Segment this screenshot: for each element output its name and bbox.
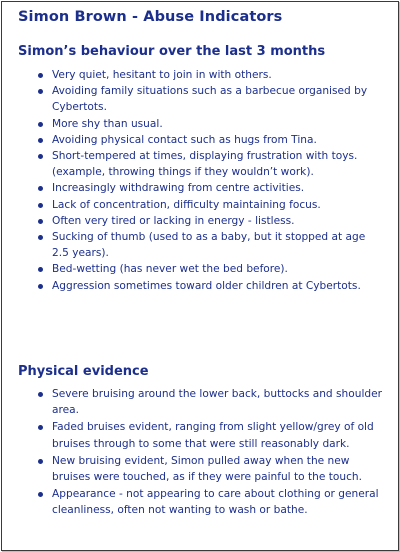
bullet-icon — [38, 492, 43, 497]
bullet-icon — [38, 235, 43, 240]
list-item: Lack of concentration, difficulty maintaining focus. — [38, 197, 383, 213]
list-item: Very quiet, hesitant to join in with others. — [38, 67, 383, 83]
bullet-icon — [38, 138, 43, 143]
bullet-icon — [38, 203, 43, 208]
list-item: Avoiding physical contact such as hugs from Tina. — [38, 132, 383, 148]
list-item: Often very tired or lacking in energy - listless. — [38, 213, 383, 229]
bullet-icon — [38, 73, 43, 78]
page-title: Simon Brown - Abuse Indicators — [18, 9, 283, 25]
bullet-icon — [38, 219, 43, 224]
list-item: Appearance - not appearing to care about clothing or general cleanliness, often not wanting to wash or bathe. — [38, 486, 383, 518]
bullet-icon — [38, 425, 43, 430]
list-item: New bruising evident, Simon pulled away when the new bruises were touched, as if they were painful to the touch. — [38, 453, 383, 485]
list-item: Sucking of thumb (used to as a baby, but it stopped at age 2.5 years). — [38, 229, 383, 261]
list-item: Increasingly withdrawing from centre activities. — [38, 180, 383, 196]
list-item: Short-tempered at times, displaying frustration with toys. (example, throwing things if they wouldn’t work). — [38, 148, 383, 180]
section-heading-physical: Physical evidence — [18, 364, 149, 379]
bullet-icon — [38, 284, 43, 289]
list-item: More shy than usual. — [38, 116, 383, 132]
bullet-icon — [38, 89, 43, 94]
bullet-icon — [38, 392, 43, 397]
physical-list — [38, 386, 383, 520]
bullet-icon — [38, 267, 43, 272]
bullet-icon — [38, 459, 43, 464]
list-item: Aggression sometimes toward older children at Cybertots. — [38, 278, 383, 294]
list-item: Severe bruising around the lower back, buttocks and shoulder area. — [38, 386, 383, 418]
bullet-icon — [38, 186, 43, 191]
section-heading-behaviour: Simon’s behaviour over the last 3 months — [18, 44, 326, 59]
list-item: Avoiding family situations such as a barbecue organised by Cybertots. — [38, 83, 383, 115]
list-item: Bed-wetting (has never wet the bed before). — [38, 261, 383, 277]
list-item: Faded bruises evident, ranging from slight yellow/grey of old bruises through to some that were still reasonably dark. — [38, 419, 383, 451]
bullet-icon — [38, 122, 43, 127]
behaviour-list — [38, 67, 383, 294]
bullet-icon — [38, 154, 43, 159]
